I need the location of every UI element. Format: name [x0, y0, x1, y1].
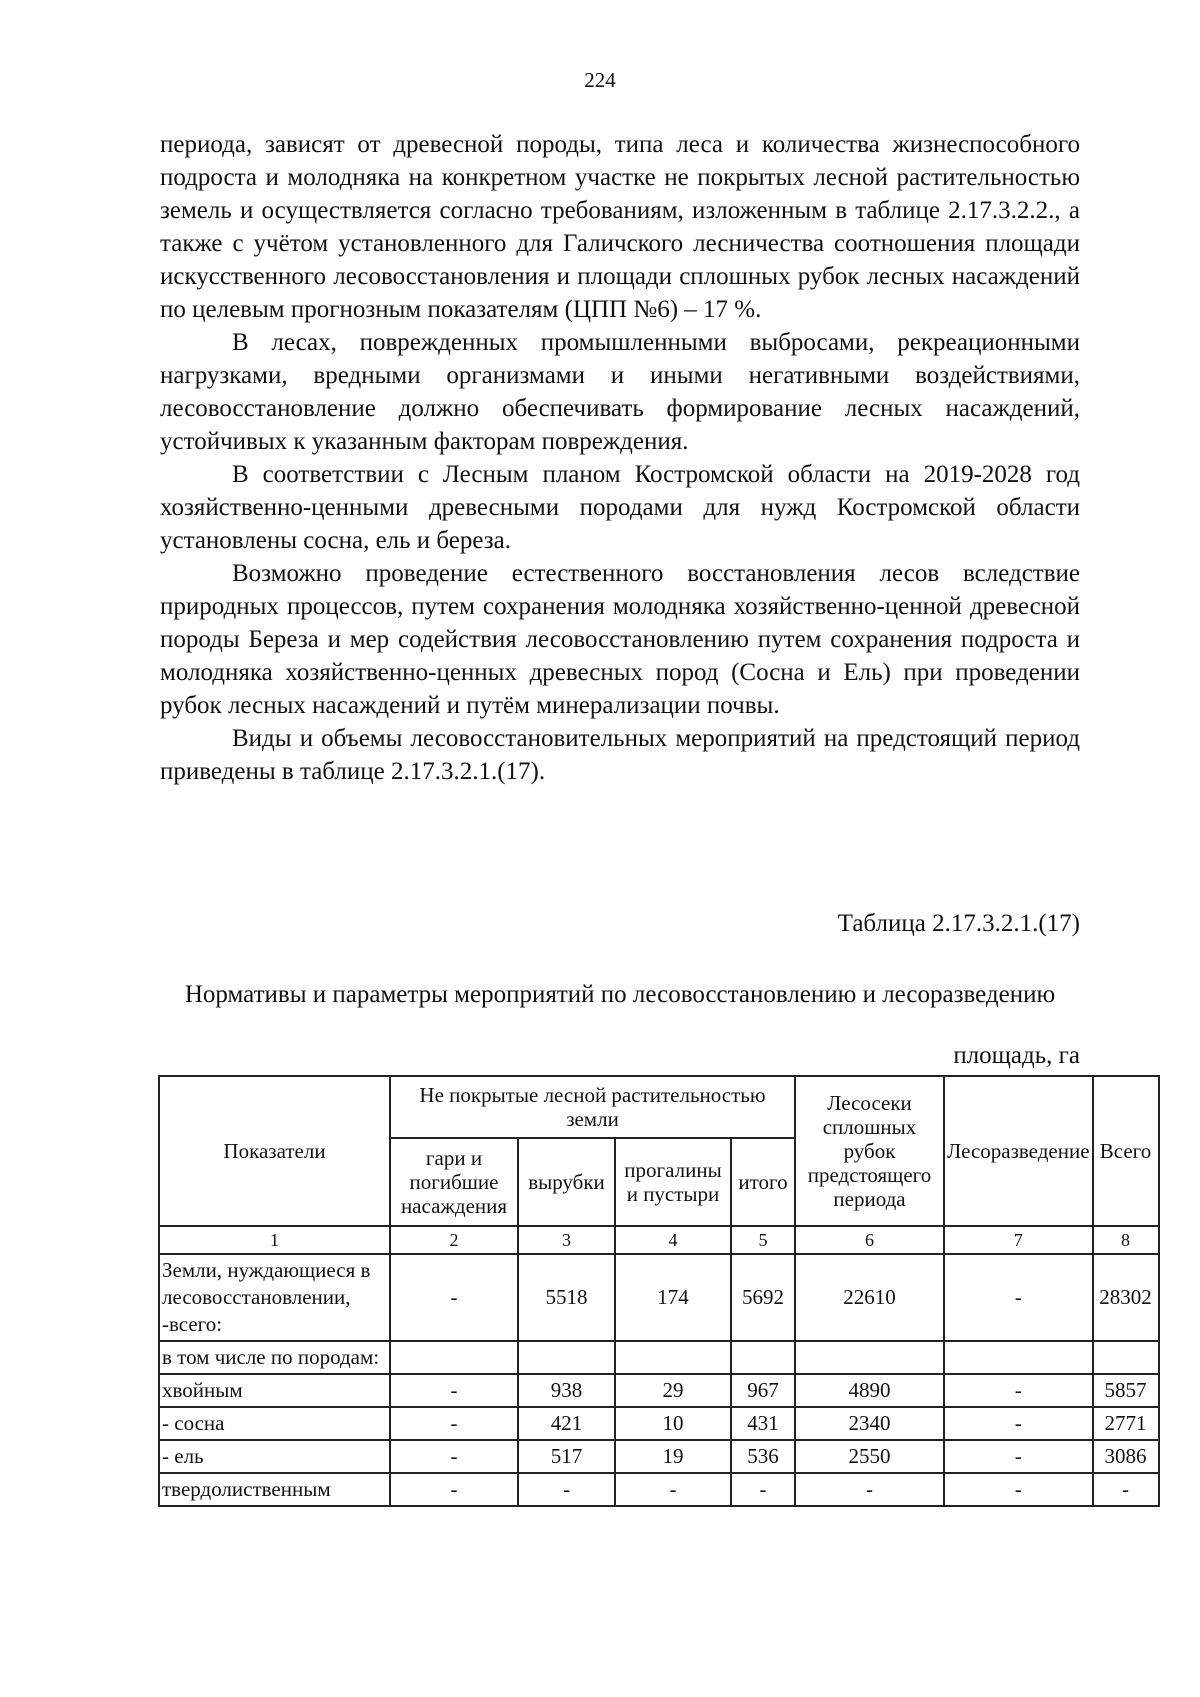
paragraph: периода, зависят от древесной породы, типа леса и количества жизнеспособного подроста и молодняка на конкретном участке не покрытых лесной растительностью земель и осуществляется согласно требованиям, изложенным в таблице 2.17.3.2.2., а также с учётом установленного для Галичского лесничества соотношения площади искусственного лесовосстановления и площади сплошных рубок лесных насаждений по целевым прогнозным показателям (ЦПП №6) – 17 %.	[160, 131, 1080, 323]
data-table	[158, 1075, 1160, 1507]
column-number: 2	[390, 1226, 518, 1254]
table-cell: -	[944, 1473, 1093, 1506]
table-cell: 517	[518, 1440, 615, 1473]
table-cell	[731, 1341, 795, 1374]
header-afforestation: Лесоразведение	[944, 1076, 1093, 1226]
table-cell: -	[944, 1440, 1093, 1473]
table-cell	[1093, 1341, 1159, 1374]
table-cell: -	[390, 1440, 518, 1473]
row-label: хвойным	[159, 1374, 390, 1407]
table-cell: 29	[615, 1374, 731, 1407]
table-cell: -	[518, 1473, 615, 1506]
table-cell: 938	[518, 1374, 615, 1407]
header-indicators: Показатели	[159, 1076, 390, 1226]
table-cell	[390, 1341, 518, 1374]
table-cell: -	[944, 1407, 1093, 1440]
header-clearcuts: Лесосеки сплошных рубок предстоящего периода	[795, 1076, 944, 1226]
table-cell: 174	[615, 1254, 731, 1341]
table-row	[159, 1473, 1159, 1506]
paragraph: Возможно проведение естественного восстановления лесов вследствие природных процессов, путем сохранения молодняка хозяйственно-ценной древесной породы Береза и мер содействия лесовосстановлению путем сохранения подроста и молодняка хозяйственно-ценных древесных пород (Сосна и Ель) при проведении рубок лесных насаждений и путём минерализации почвы.	[160, 560, 1080, 719]
table-cell	[795, 1341, 944, 1374]
table-cell: -	[944, 1254, 1093, 1341]
column-number: 5	[731, 1226, 795, 1254]
table-cell: 536	[731, 1440, 795, 1473]
column-number: 4	[615, 1226, 731, 1254]
table-cell: 3086	[1093, 1440, 1159, 1473]
page-number: 224	[584, 68, 616, 92]
table-row	[159, 1254, 1159, 1341]
table-cell	[518, 1341, 615, 1374]
table-cell: 19	[615, 1440, 731, 1473]
table-row	[159, 1440, 1159, 1473]
table-cell: 10	[615, 1407, 731, 1440]
table-cell: -	[1093, 1473, 1159, 1506]
table-cell: 2550	[795, 1440, 944, 1473]
table-cell	[615, 1341, 731, 1374]
column-number: 6	[795, 1226, 944, 1254]
table-cell: -	[615, 1473, 731, 1506]
table-cell: -	[390, 1473, 518, 1506]
table-cell: 421	[518, 1407, 615, 1440]
table-cell	[944, 1341, 1093, 1374]
header-burnt: гари и погибшие насаждения	[390, 1138, 518, 1226]
header-glades: прогалины и пустыри	[615, 1138, 731, 1226]
table-cell: 2340	[795, 1407, 944, 1440]
row-label: Земли, нуждающиеся в лесовосстановлении, -всего:	[159, 1254, 390, 1341]
table-cell: 5692	[731, 1254, 795, 1341]
column-number: 3	[518, 1226, 615, 1254]
paragraph: Виды и объемы лесовосстановительных мероприятий на предстоящий период приведены в таблице 2.17.3.2.1.(17).	[160, 725, 1080, 785]
table-cell: -	[731, 1473, 795, 1506]
table-cell: -	[390, 1374, 518, 1407]
table-cell: 5518	[518, 1254, 615, 1341]
table-cell: -	[390, 1407, 518, 1440]
table-cell: 967	[731, 1374, 795, 1407]
header-cuttings: вырубки	[518, 1138, 615, 1226]
row-label: твердолиственным	[159, 1473, 390, 1506]
table-cell: 4890	[795, 1374, 944, 1407]
table-row	[159, 1341, 1159, 1374]
table-cell: 2771	[1093, 1407, 1159, 1440]
table-row	[159, 1374, 1159, 1407]
header-subtotal: итого	[731, 1138, 795, 1226]
row-label: - ель	[159, 1440, 390, 1473]
body-text	[160, 128, 1080, 788]
table-label: Таблица 2.17.3.2.1.(17)	[837, 910, 1080, 937]
table-cell: 28302	[1093, 1254, 1159, 1341]
table-cell: 5857	[1093, 1374, 1159, 1407]
column-numbers-row	[159, 1226, 1159, 1254]
column-number: 8	[1093, 1226, 1159, 1254]
header-total: Всего	[1093, 1076, 1159, 1226]
table-cell: 431	[731, 1407, 795, 1440]
table-cell: -	[390, 1254, 518, 1341]
row-label: в том числе по породам:	[159, 1341, 390, 1374]
table-cell: 22610	[795, 1254, 944, 1341]
column-number: 7	[944, 1226, 1093, 1254]
paragraph: В соответствии с Лесным планом Костромской области на 2019-2028 год хозяйственно-ценными древесными породами для нужд Костромской области установлены сосна, ель и береза.	[160, 461, 1080, 554]
column-number: 1	[159, 1226, 390, 1254]
table-unit: площадь, га	[953, 1042, 1080, 1069]
paragraph: В лесах, поврежденных промышленными выбросами, рекреационными нагрузками, вредными организмами и иными негативными воздействиями, лесовосстановление должно обеспечивать формирование лесных насаждений, устойчивых к указанным факторам повреждения.	[160, 329, 1080, 455]
table-cell: -	[795, 1473, 944, 1506]
header-uncovered-lands: Не покрытые лесной растительностью земли	[390, 1076, 795, 1138]
row-label: - сосна	[159, 1407, 390, 1440]
table-row	[159, 1407, 1159, 1440]
table-title: Нормативы и параметры мероприятий по лесовосстановлению и лесоразведению	[184, 981, 1056, 1008]
table-cell: -	[944, 1374, 1093, 1407]
